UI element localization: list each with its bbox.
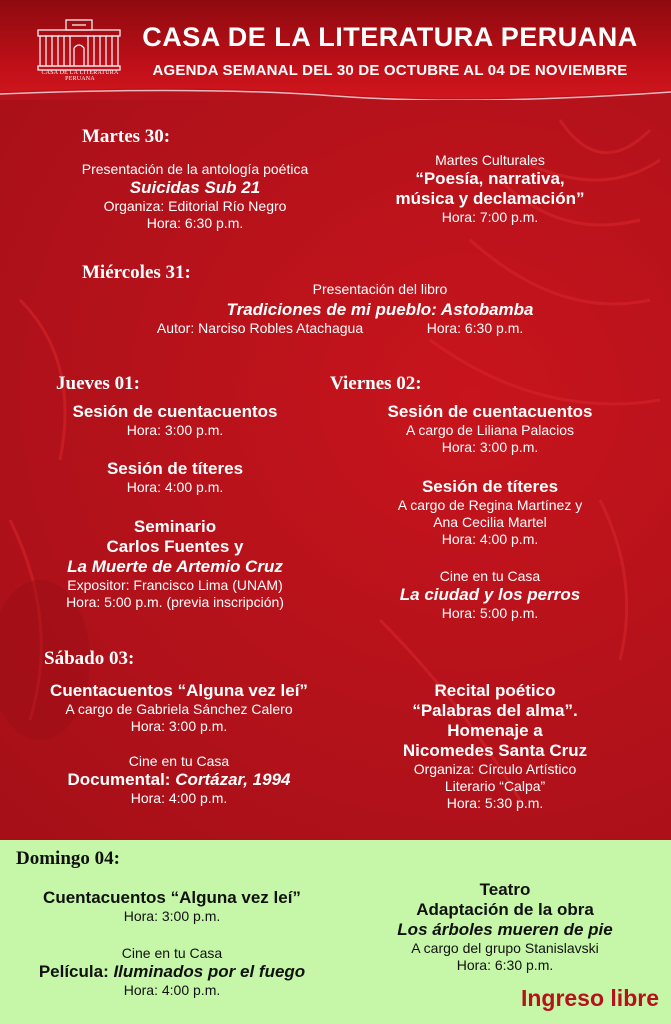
event-cuentacuentos-viernes: [330, 402, 650, 456]
day-heading-miercoles: Miércoles 31:: [82, 262, 191, 283]
event-martes-culturales: [340, 152, 640, 226]
day-heading-martes: Martes 30:: [82, 126, 171, 147]
event-time: Hora: 4:00 p.m.: [123, 982, 221, 998]
event-title-2: Adaptación de la obra: [416, 900, 594, 919]
event-time: Hora: 6:30 p.m.: [146, 215, 244, 231]
event-organizer: Organiza: Círculo Artístico: [413, 761, 577, 777]
logo-caption: CASA DE LA LITERATURA PERUANA: [41, 70, 119, 82]
event-title: [14, 962, 330, 982]
event-title-italic: Iluminados por el fuego: [113, 962, 306, 981]
event-cuentacuentos-sabado: [14, 681, 344, 735]
event-host-2: Ana Cecilia Martel: [433, 514, 547, 530]
event-title: Sesión de títeres: [106, 459, 244, 478]
event-title-italic: Cortázar, 1994: [175, 770, 291, 789]
event-title: Sesión de cuentacuentos: [72, 402, 278, 421]
event-title-2: Carlos Fuentes y: [106, 537, 244, 556]
event-title: [14, 770, 344, 790]
page-title: CASA DE LA LITERATURA PERUANA: [142, 22, 638, 52]
event-title-3: Los árboles mueren de pie: [397, 920, 613, 939]
day-heading-jueves: Jueves 01:: [56, 373, 140, 394]
event-author-text: Autor: Narciso Robles Atachagua: [156, 320, 364, 336]
event-speaker: Expositor: Francisco Lima (UNAM): [67, 577, 283, 593]
event-presentacion-libro: [120, 281, 640, 320]
event-time: Hora: 7:00 p.m.: [441, 209, 539, 225]
event-title: Cuentacuentos “Alguna vez leí”: [43, 888, 301, 907]
event-host: A cargo del grupo Stanislavski: [411, 940, 599, 956]
event-time: Hora: 4:00 p.m.: [126, 479, 224, 495]
event-time: Hora: 3:00 p.m.: [126, 422, 224, 438]
day-heading-sabado: Sábado 03:: [44, 648, 135, 669]
event-time: Hora: 4:00 p.m.: [441, 531, 539, 547]
event-title: Seminario: [133, 517, 217, 536]
event-antologia: [40, 161, 350, 232]
event-title: Sesión de títeres: [421, 477, 559, 496]
event-host: A cargo de Liliana Palacios: [405, 422, 575, 438]
event-time: Hora: 5:00 p.m. (previa inscripción): [66, 594, 284, 610]
event-host: A cargo de Gabriela Sánchez Calero: [65, 701, 293, 717]
event-title: Tradiciones de mi pueblo: Astobamba: [226, 300, 534, 319]
event-time: Hora: 6:30 p.m.: [456, 957, 554, 973]
event-time: Hora: 3:00 p.m.: [441, 439, 539, 455]
event-organizer: Organiza: Editorial Río Negro: [103, 198, 287, 214]
event-recital: [345, 681, 645, 812]
event-title-2: música y declamación”: [395, 189, 585, 208]
day-heading-domingo: Domingo 04:: [16, 848, 120, 869]
event-label: Presentación de la antología poética: [81, 161, 309, 177]
event-time: Hora: 5:30 p.m.: [446, 795, 544, 811]
event-label: Cine en tu Casa: [121, 945, 223, 961]
event-titeres-jueves: [20, 459, 330, 496]
event-time: Hora: 3:00 p.m.: [123, 908, 221, 924]
event-cine-domingo: [14, 945, 330, 999]
event-seminario: [20, 517, 330, 611]
event-time: Hora: 6:30 p.m.: [426, 320, 524, 336]
event-titeres-viernes: [330, 477, 650, 548]
event-title-prefix: Documental:: [67, 770, 176, 789]
event-title: Teatro: [479, 880, 531, 899]
event-teatro: [355, 880, 655, 974]
event-time: Hora: 4:00 p.m.: [130, 790, 228, 806]
event-label: Cine en tu Casa: [128, 753, 230, 769]
event-title: Recital poético: [434, 681, 556, 700]
event-title-2: “Palabras del alma”.: [412, 701, 578, 720]
free-entry-label: Ingreso libre: [520, 985, 659, 1011]
header-wave: [0, 84, 671, 100]
event-label: Cine en tu Casa: [439, 568, 541, 584]
event-organizer-2: Literario “Calpa”: [444, 778, 546, 794]
event-title: La ciudad y los perros: [399, 585, 581, 604]
event-title-4: Nicomedes Santa Cruz: [402, 741, 588, 760]
page-subtitle: AGENDA SEMANAL DEL 30 DE OCTUBRE AL 04 DE NOVIEMBRE: [152, 62, 628, 79]
event-label: Martes Culturales: [435, 152, 545, 168]
event-time: Hora: 5:00 p.m.: [441, 605, 539, 621]
event-title: Sesión de cuentacuentos: [387, 402, 593, 421]
day-heading-viernes: Viernes 02:: [330, 373, 422, 394]
event-cuentacuentos-jueves: [20, 402, 330, 439]
event-title: Suicidas Sub 21: [129, 178, 261, 197]
event-time: Hora: 3:00 p.m.: [130, 718, 228, 734]
event-title-3: Homenaje a: [447, 721, 543, 740]
event-title: “Poesía, narrativa,: [415, 169, 565, 188]
event-cine-sabado: [14, 753, 344, 807]
event-cuentacuentos-domingo: [14, 888, 330, 925]
event-time-miercoles: [400, 320, 550, 337]
event-title-3: La Muerte de Artemio Cruz: [67, 557, 283, 576]
event-author: [130, 320, 390, 337]
event-label: Presentación del libro: [312, 281, 448, 297]
header-banner: [0, 0, 671, 100]
event-title-prefix: Película:: [38, 962, 114, 981]
event-host: A cargo de Regina Martínez y: [397, 497, 583, 513]
event-title: Cuentacuentos “Alguna vez leí”: [50, 681, 308, 700]
event-cine-viernes: [330, 568, 650, 622]
